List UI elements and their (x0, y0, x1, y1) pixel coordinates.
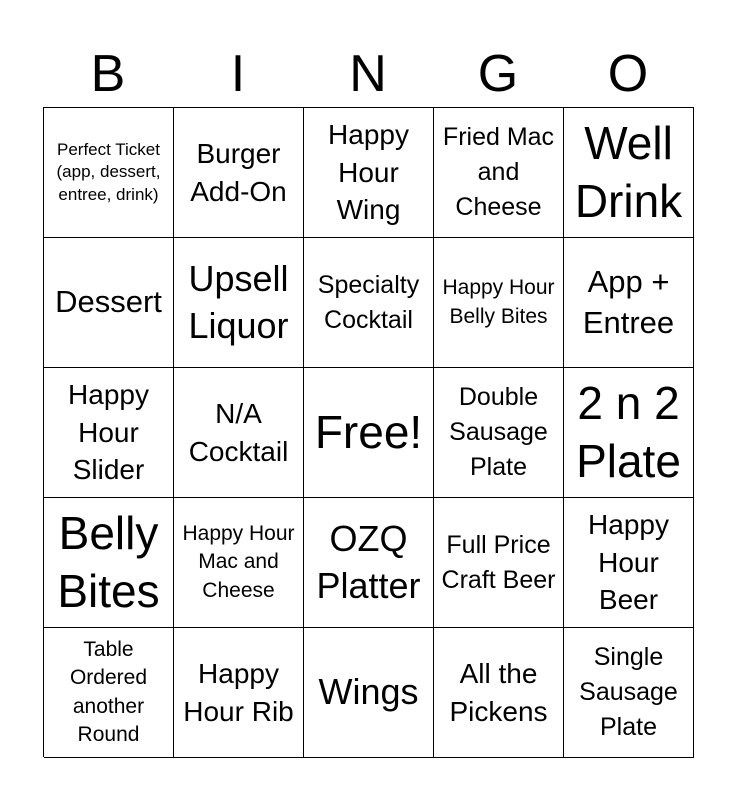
free-space-cell[interactable]: Free! (304, 368, 434, 498)
header-letter-i: I (230, 45, 246, 103)
bingo-cell[interactable]: Belly Bites (44, 498, 174, 628)
bingo-cell[interactable]: N/A Cocktail (174, 368, 304, 498)
bingo-cell[interactable]: Table Ordered another Round (44, 628, 174, 758)
bingo-cell[interactable]: Upsell Liquor (174, 238, 304, 368)
bingo-cell[interactable]: Double Sausage Plate (434, 368, 564, 498)
bingo-cell[interactable]: Specialty Cocktail (304, 238, 434, 368)
bingo-cell[interactable]: Well Drink (564, 108, 694, 238)
header-letter-g: G (477, 45, 519, 103)
bingo-cell[interactable]: Dessert (44, 238, 174, 368)
bingo-cell[interactable]: 2 n 2 Plate (564, 368, 694, 498)
bingo-cell[interactable]: Wings (304, 628, 434, 758)
bingo-cell[interactable]: Fried Mac and Cheese (434, 108, 564, 238)
bingo-cell[interactable]: OZQ Platter (304, 498, 434, 628)
bingo-cell[interactable]: All the Pickens (434, 628, 564, 758)
bingo-cell[interactable]: Happy Hour Beer (564, 498, 694, 628)
header-letter-n: N (349, 45, 387, 103)
bingo-cell[interactable]: Happy Hour Mac and Cheese (174, 498, 304, 628)
bingo-cell[interactable]: Happy Hour Belly Bites (434, 238, 564, 368)
bingo-cell[interactable]: App + Entree (564, 238, 694, 368)
bingo-cell[interactable]: Happy Hour Wing (304, 108, 434, 238)
bingo-cell[interactable]: Happy Hour Slider (44, 368, 174, 498)
bingo-cell[interactable]: Full Price Craft Beer (434, 498, 564, 628)
header-letter-o: O (607, 45, 649, 103)
bingo-cell[interactable]: Single Sausage Plate (564, 628, 694, 758)
bingo-board (43, 107, 694, 757)
bingo-cell[interactable]: Perfect Ticket (app, dessert, entree, drink) (44, 108, 174, 238)
bingo-header (43, 40, 693, 108)
bingo-cell[interactable]: Happy Hour Rib (174, 628, 304, 758)
bingo-cell[interactable]: Burger Add-On (174, 108, 304, 238)
header-letter-b: B (90, 45, 126, 103)
